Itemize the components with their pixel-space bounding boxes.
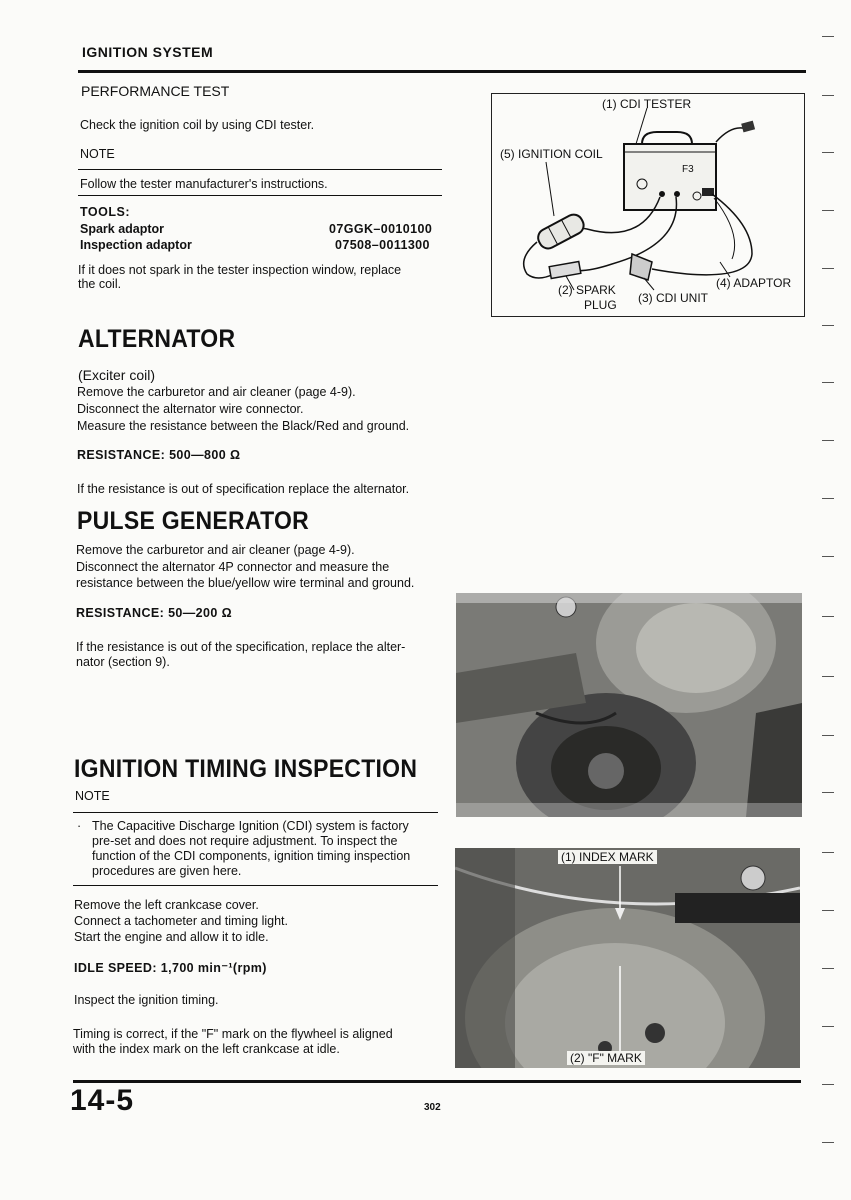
timing-step: Timing is correct, if the "F" mark on the flywheel is aligned [73, 1027, 393, 1041]
timing-step: Connect a tachometer and timing light. [74, 914, 289, 928]
pulse-step: Disconnect the alternator 4P connector and measure the [76, 560, 390, 574]
margin-tick [822, 1026, 834, 1027]
alternator-note: If the resistance is out of specification replace the alternator. [77, 482, 410, 496]
pulse-generator-photo [456, 593, 802, 817]
alternator-subtitle: (Exciter coil) [78, 367, 156, 383]
label-ignition-coil: (5) IGNITION COIL [500, 147, 603, 161]
note-label: NOTE [80, 147, 115, 161]
label-spark-plug: (2) SPARK [558, 283, 616, 297]
timing-note-label: NOTE [75, 789, 110, 803]
timing-note-line: function of the CDI components, ignition timing inspection [92, 849, 411, 863]
margin-tick [822, 210, 834, 211]
tool-part-number: 07508–0011300 [335, 238, 430, 252]
timing-step: Start the engine and allow it to idle. [74, 930, 269, 944]
header-rule [78, 70, 806, 73]
margin-tick [822, 268, 834, 269]
margin-tick [822, 910, 834, 911]
margin-tick [822, 152, 834, 153]
note-text: Follow the tester manufacturer's instructions. [80, 177, 328, 191]
margin-tick [822, 325, 834, 326]
timing-note-rule-top [73, 812, 438, 813]
pulse-step: Remove the carburetor and air cleaner (page 4-9). [76, 543, 355, 557]
margin-tick [822, 382, 834, 383]
margin-tick [822, 676, 834, 677]
label-f-mark: (2) "F" MARK [567, 1051, 645, 1065]
alternator-title: ALTERNATOR [78, 325, 236, 353]
photo-drawing [455, 848, 800, 1068]
margin-tick [822, 616, 834, 617]
margin-tick [822, 1142, 834, 1143]
label-cdi-unit: (3) CDI UNIT [638, 291, 708, 305]
timing-note-rule-bottom [73, 885, 438, 886]
timing-step: with the index mark on the left crankcase at idle. [73, 1042, 340, 1056]
timing-note-line: procedures are given here. [92, 864, 242, 878]
margin-tick [822, 792, 834, 793]
page-section-number: 14-5 [70, 1084, 135, 1117]
margin-tick [822, 852, 834, 853]
timing-mark-photo [455, 848, 800, 1068]
performance-heading: PERFORMANCE TEST [81, 83, 230, 99]
alternator-step: Measure the resistance between the Black/Red and ground. [77, 419, 410, 433]
alternator-step: Disconnect the alternator wire connector. [77, 402, 304, 416]
section-header: IGNITION SYSTEM [82, 44, 214, 60]
photo-drawing [456, 593, 802, 817]
footer-rule [73, 1080, 801, 1083]
note-rule-bottom [78, 195, 442, 196]
label-tester-display: F3 [682, 164, 694, 175]
margin-tick [822, 1084, 834, 1085]
idle-speed-spec: IDLE SPEED: 1,700 min⁻¹(rpm) [74, 961, 267, 975]
label-cdi-tester: (1) CDI TESTER [602, 97, 692, 111]
label-index-mark: (1) INDEX MARK [558, 850, 657, 864]
bullet-icon: · [77, 819, 82, 833]
tool-name: Inspection adaptor [80, 238, 192, 252]
margin-tick [822, 556, 834, 557]
timing-note-line: The Capacitive Discharge Ignition (CDI) system is factory [92, 819, 409, 833]
margin-tick [822, 440, 834, 441]
pulse-note: nator (section 9). [76, 655, 170, 669]
tool-name: Spark adaptor [80, 222, 165, 236]
perf-line: Check the ignition coil by using CDI tester. [80, 118, 315, 132]
margin-tick [822, 498, 834, 499]
perf-replace-line: If it does not spark in the tester inspection window, replace [78, 263, 402, 277]
tools-label: TOOLS: [80, 205, 130, 219]
alternator-spec: RESISTANCE: 500—800 Ω [77, 448, 241, 462]
perf-replace-line: the coil. [78, 277, 122, 291]
pulse-note: If the resistance is out of the specification, replace the alter- [76, 640, 406, 654]
page-number: 302 [424, 1102, 441, 1113]
pulse-generator-title: PULSE GENERATOR [77, 507, 310, 535]
timing-step: Inspect the ignition timing. [74, 993, 219, 1007]
timing-note-line: pre-set and does not require adjustment. To inspect the [92, 834, 398, 848]
margin-tick [822, 36, 834, 37]
label-spark-plug-cont: PLUG [584, 298, 617, 312]
note-rule-top [78, 169, 442, 170]
margin-tick [822, 95, 834, 96]
pulse-step: resistance between the blue/yellow wire terminal and ground. [76, 576, 415, 590]
pulse-spec: RESISTANCE: 50—200 Ω [76, 606, 233, 620]
alternator-step: Remove the carburetor and air cleaner (page 4-9). [77, 385, 356, 399]
ignition-timing-title: IGNITION TIMING INSPECTION [74, 755, 418, 783]
timing-step: Remove the left crankcase cover. [74, 898, 259, 912]
margin-tick [822, 968, 834, 969]
cdi-tester-diagram [491, 93, 805, 317]
label-adaptor: (4) ADAPTOR [716, 276, 792, 290]
margin-tick [822, 735, 834, 736]
tool-part-number: 07GGK–0010100 [329, 222, 433, 236]
